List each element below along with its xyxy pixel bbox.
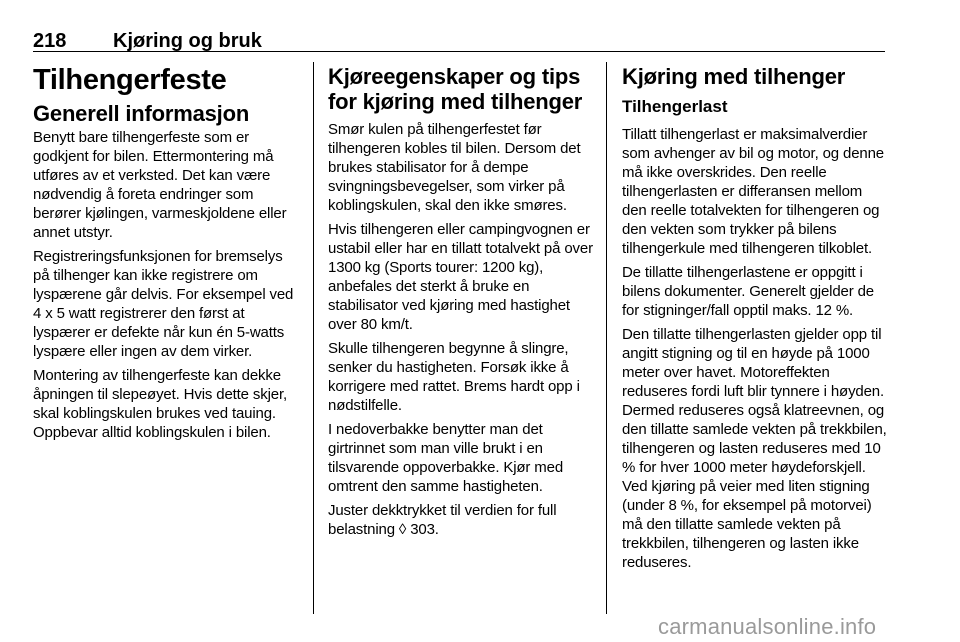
section-title: Kjøring med tilhenger bbox=[622, 64, 846, 89]
column-1 bbox=[33, 64, 298, 447]
subsection-title: Generell informasjon bbox=[33, 101, 250, 126]
section-title: Kjøreegenskaper og tips for kjøring med tilhenger bbox=[328, 64, 583, 114]
paragraph: Den tillatte tilhengerlasten gjelder opp til angitt stigning og til en høyde på 1000 meter over havet. Motoreffekten reduseres fordi luft blir tynnere i høyden. Dermed reduseres også klatreevnen, og den tillatte samlede vekten på trekkbilen, tilhengeren og lasten reduseres med 10 % for hver 1000 meter høydeforskjell. Ved kjøring på veier med liten stigning (under 8 %, for eksempel på motorvei) må den tillatte samlede vekten på trekkbilen, tilhengeren og lasten ikke reduseres. bbox=[622, 326, 887, 571]
xref-page-link[interactable]: 303. bbox=[410, 521, 439, 538]
header-rule bbox=[33, 51, 885, 52]
running-title: Kjøring og bruk bbox=[113, 30, 262, 52]
paragraph-with-xref bbox=[328, 501, 593, 539]
paragraph: Hvis tilhengeren eller campingvognen er ustabil eller har en tillatt totalvekt på over 1300 kg (Sports tourer: 1200 kg), anbefales det sterkt å bruke en stabilisator ved kjøring med hastighet over 80 km/t. bbox=[328, 221, 593, 333]
paragraph: De tillatte tilhengerlastene er oppgitt i bilens dokumenter. Generelt gjelder de for stigninger/fall opptil maks. 12 %. bbox=[622, 264, 874, 319]
section-title: Tilhengerfeste bbox=[33, 64, 227, 96]
paragraph: Montering av tilhengerfeste kan dekke åpningen til slepeøyet. Hvis dette skjer, skal koblingskulen brukes ved tauing. Oppbevar alltid koblingskulen i bilen. bbox=[33, 367, 287, 441]
paragraph: Smør kulen på tilhengerfestet før tilhengeren kobles til bilen. Dersom det brukes stabilisator for å dempe svingningsbevegelser, som virker på koblingskulen, skal den ikke smøres. bbox=[328, 121, 581, 214]
arrow-reference-icon: ◊ bbox=[398, 521, 407, 538]
paragraph: Skulle tilhengeren begynne å slingre, senker du hastigheten. Forsøk ikke å korrigere med rattet. Brems hardt opp i nødstilfelle. bbox=[328, 340, 580, 414]
page-number: 218 bbox=[33, 30, 67, 52]
column-divider-2 bbox=[606, 62, 607, 614]
subsection-title: Tilhengerlast bbox=[622, 97, 728, 116]
paragraph: Benytt bare tilhengerfeste som er godkjent for bilen. Ettermontering må utføres av et verksted. Det kan være nødvendig å foreta endringer som berører kjølingen, varmeskjoldene eller annet utstyr. bbox=[33, 129, 287, 241]
paragraph: I nedoverbakke benytter man det girtrinnet som man ville brukt i en tilsvarende oppoverbakke. Kjør med omtrent den samme hastigheten. bbox=[328, 421, 564, 495]
paragraph-text: Juster dekktrykket til verdien for full belastning bbox=[328, 502, 557, 538]
column-3 bbox=[622, 64, 887, 577]
column-2 bbox=[328, 64, 593, 544]
paragraph: Tillatt tilhengerlast er maksimalverdier som avhenger av bil og motor, og denne må ikke overskrides. Den reelle tilhengerlasten er differansen mellom den reelle totalvekten for tilhengeren og den vekten som trykker på bilens tilhengerkule med tilhengeren tilkoblet. bbox=[622, 126, 884, 257]
paragraph: Registreringsfunksjonen for bremselys på tilhenger kan ikke registrere om lyspærene går delvis. For eksempel ved 4 x 5 watt registrerer den først at lyspærer er defekte når kun én 5-watts lyspære eller ingen av dem virker. bbox=[33, 248, 294, 360]
watermark: carmanualsonline.info bbox=[658, 614, 877, 639]
column-divider-1 bbox=[313, 62, 314, 614]
